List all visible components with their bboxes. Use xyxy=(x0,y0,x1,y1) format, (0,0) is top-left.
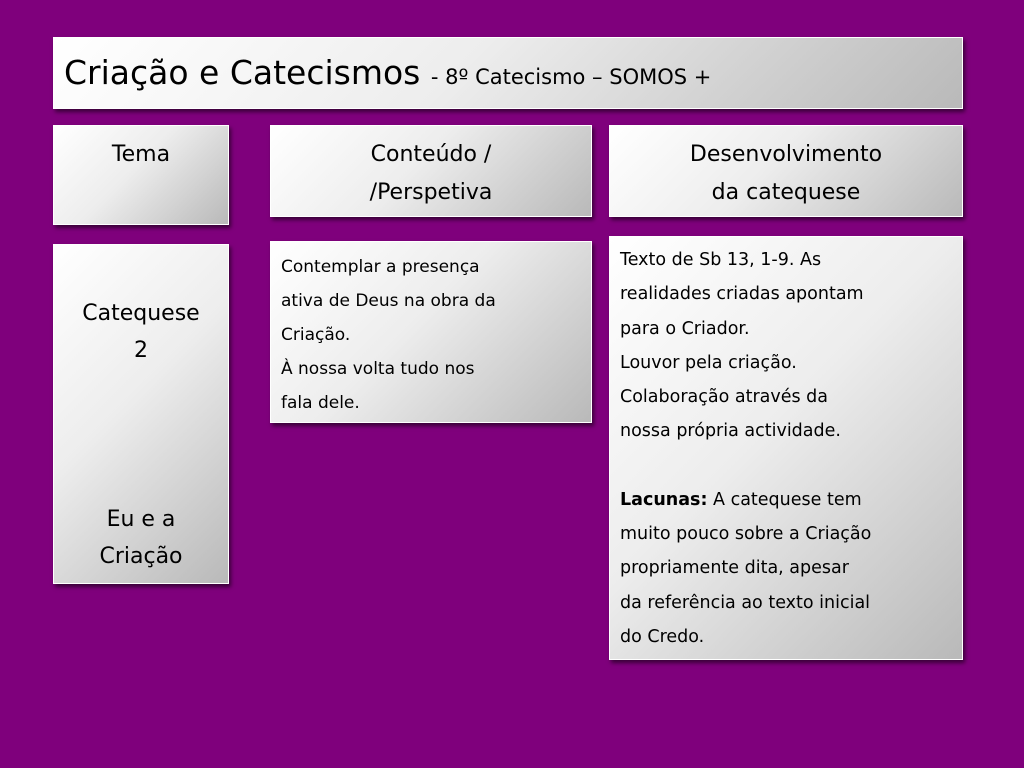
lacunas-label: Lacunas: xyxy=(620,489,708,510)
conteudo-line: À nossa volta tudo nos xyxy=(281,359,475,379)
header-desenvolvimento-label xyxy=(690,126,882,212)
header-tema-label: Tema xyxy=(111,142,171,167)
tema-catequese xyxy=(54,295,228,369)
lacunas-line: propriamente dita, apesar xyxy=(620,558,849,579)
desenvolvimento-line: nossa própria actividade. xyxy=(620,421,841,442)
desenvolvimento-line: realidades criadas apontam xyxy=(620,284,864,305)
tema-line4: Criação xyxy=(99,544,183,569)
tema-line2: 2 xyxy=(134,338,148,363)
lacunas-line: muito pouco sobre a Criação xyxy=(620,524,872,545)
conteudo-line: fala dele. xyxy=(281,393,360,413)
conteudo-line: ativa de Deus na obra da xyxy=(281,291,496,311)
tema-titulo xyxy=(54,501,228,575)
conteudo-card xyxy=(270,241,592,423)
desenvolvimento-line: para o Criador. xyxy=(620,318,750,339)
title-bar xyxy=(53,37,963,109)
header-conteudo-line1: Conteúdo / xyxy=(370,142,492,167)
lacunas-line: da referência ao texto inicial xyxy=(620,592,871,613)
header-desenvolvimento xyxy=(609,125,963,217)
title-main: Criação e Catecismos xyxy=(64,53,421,92)
tema-line1: Catequese xyxy=(82,301,200,326)
page-title xyxy=(64,51,711,99)
header-conteudo-label xyxy=(370,126,493,212)
desenvolvimento-line: Colaboração através da xyxy=(620,387,829,408)
lacunas-paragraph xyxy=(620,483,952,517)
conteudo-line: Contemplar a presença xyxy=(281,257,480,277)
desenvolvimento-card xyxy=(609,236,963,660)
header-tema xyxy=(53,125,229,225)
conteudo-line: Criação. xyxy=(281,325,351,345)
tema-card xyxy=(53,244,229,584)
desenvolvimento-line: Texto de Sb 13, 1-9. As xyxy=(620,250,822,270)
header-conteudo xyxy=(270,125,592,217)
header-desenvolvimento-line2: da catequese xyxy=(711,180,861,205)
paragraph-gap xyxy=(620,449,952,483)
header-desenvolvimento-line1: Desenvolvimento xyxy=(689,142,883,167)
lacunas-first-line: A catequese tem xyxy=(707,489,862,510)
header-conteudo-line2: /Perspetiva xyxy=(369,180,493,205)
title-subtitle: - 8º Catecismo – SOMOS + xyxy=(430,65,712,89)
desenvolvimento-line: Louvor pela criação. xyxy=(620,352,797,373)
tema-line3: Eu e a xyxy=(106,507,176,532)
lacunas-line: do Credo. xyxy=(620,626,705,647)
